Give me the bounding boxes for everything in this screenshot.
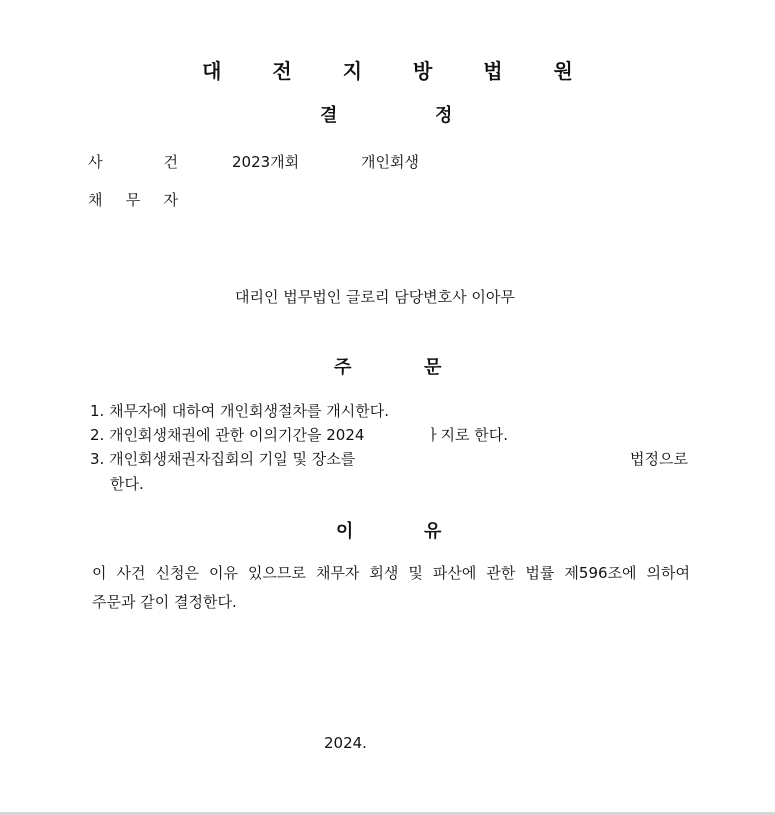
case-type: 개인회생 (361, 153, 419, 171)
reason-line: 이 사건 신청은 이유 있으므로 채무자 회생 및 파산에 관한 법률 제596조에 의하여 (92, 564, 690, 582)
doc-title-right: 정 (435, 105, 453, 126)
reason-line: 주문과 같이 결정한다. (92, 593, 237, 611)
order-item: 2. 개인회생채권에 관한 이의기간을 2024 (90, 426, 365, 444)
case-number: 2023개회 (232, 153, 300, 171)
debtor-label: 채 무 자 (88, 191, 178, 209)
court-name: 대 전 지 방 법 원 (202, 59, 595, 83)
doc-title-left: 결 (320, 105, 338, 126)
order-item: 3. 개인회생채권자집회의 기일 및 장소를 (90, 450, 356, 468)
reason-heading-left: 이 (336, 521, 354, 542)
decision-date: 2024. (324, 734, 367, 752)
agent-line: 대리인 법무법인 글로리 담당변호사 이아무 (235, 288, 515, 306)
order-heading-right: 문 (424, 357, 442, 378)
order-item: 1. 채무자에 대하여 개인회생절차를 개시한다. (90, 402, 389, 420)
order-item-fragment: 법정으로 (630, 450, 688, 468)
reason-heading-right: 유 (424, 521, 442, 542)
order-heading-left: 주 (334, 357, 352, 378)
case-label: 사 건 (88, 153, 178, 171)
order-item-continuation: 한다. (110, 475, 144, 493)
order-item-fragment: ㅏ지로 한다. (426, 426, 508, 444)
